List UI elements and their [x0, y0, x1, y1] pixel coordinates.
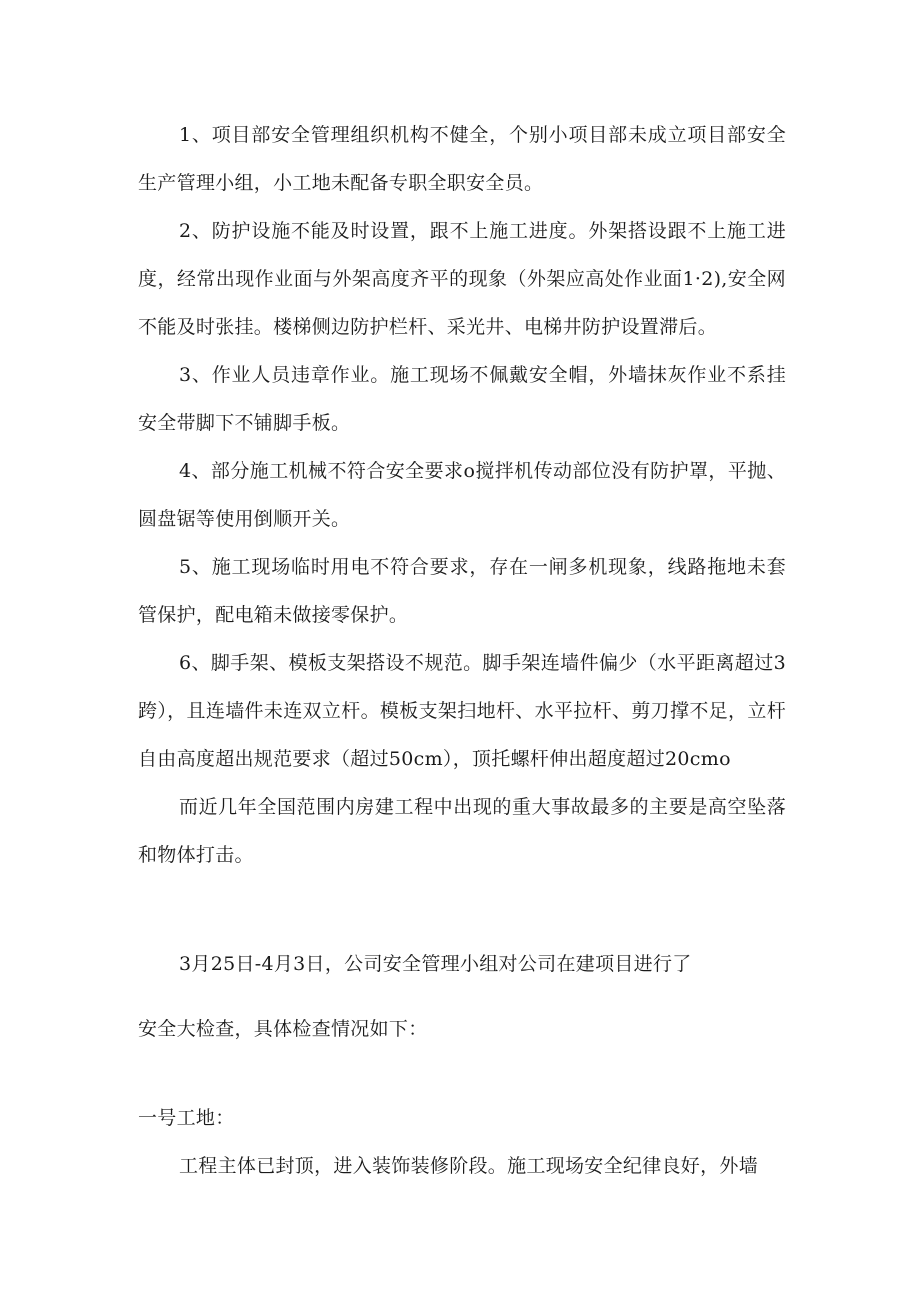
- paragraph-item-6: 6、脚手架、模板支架搭设不规范。脚手架连墙件偏少（水平距离超过3跨），且连墙件未连双立杆。模板支架扫地杆、水平拉杆、剪刀撑不足，立杆自由高度超出规范要求（超过50cm），顶托螺杆伸出超度超过20cmo: [138, 652, 786, 770]
- paragraph-item-5: 5、施工现场临时用电不符合要求，存在一闸多机现象，线路拖地未套管保护，配电箱未做接零保护。: [138, 556, 786, 626]
- paragraph-inspection-intro: 3月25日-4月3日，公司安全管理小组对公司在建项目进行了: [179, 953, 692, 975]
- inspection-intro-continued: 安全大检查，具体检查情况如下：: [138, 1018, 428, 1040]
- site-heading: 一号工地：: [138, 1107, 235, 1129]
- paragraph-summary: 而近几年全国范围内房建工程中出现的重大事故最多的主要是高空坠落和物体打击。: [138, 796, 786, 866]
- site-description: 工程主体已封顶，进入装饰装修阶段。施工现场安全纪律良好，外墙: [179, 1155, 759, 1177]
- paragraph-item-3: 3、作业人员违章作业。施工现场不佩戴安全帽，外墙抹灰作业不系挂安全带脚下不铺脚手板。: [138, 364, 786, 434]
- paragraph-item-1: 1、项目部安全管理组织机构不健全，个别小项目部未成立项目部安全生产管理小组，小工地未配备专职全职安全员。: [138, 124, 786, 194]
- paragraph-item-2: 2、防护设施不能及时设置，跟不上施工进度。外架搭设跟不上施工进度，经常出现作业面与外架高度齐平的现象（外架应高处作业面1·2),安全网不能及时张挂。楼梯侧边防护栏杆、采光井、电梯井防护设置滞后。: [138, 220, 786, 338]
- paragraph-item-4: 4、部分施工机械不符合安全要求o搅拌机传动部位没有防护罩，平抛、圆盘锯等使用倒顺开关。: [138, 460, 786, 530]
